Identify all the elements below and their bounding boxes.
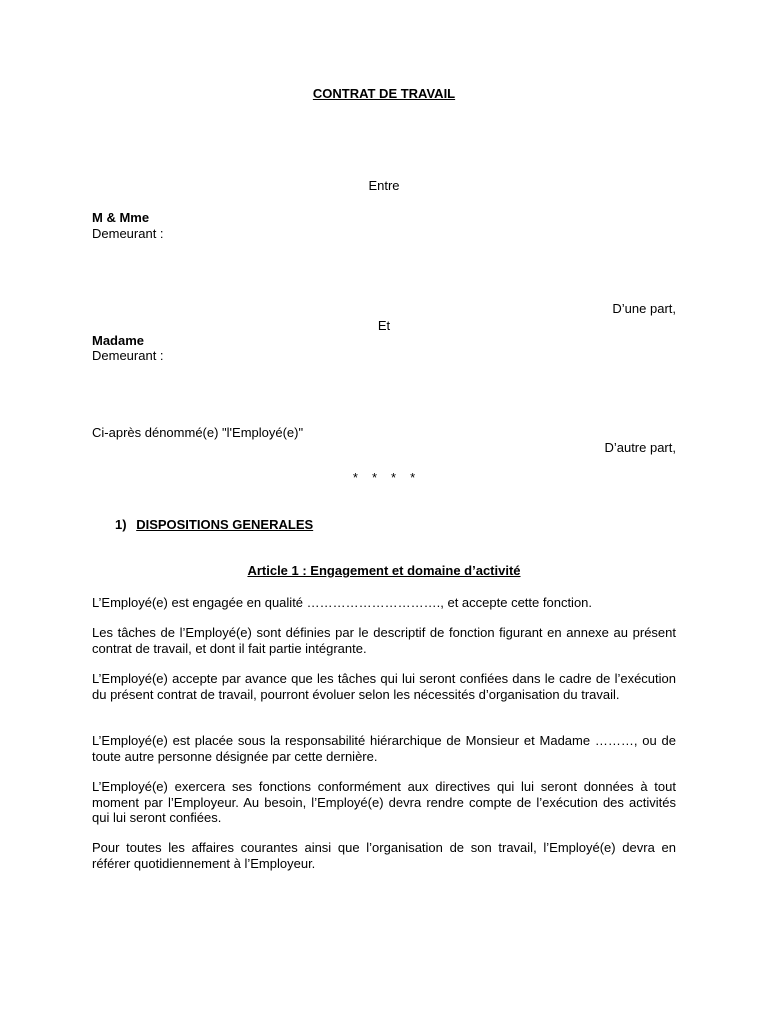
separator-star: *	[391, 470, 397, 485]
article1-paragraph: L’Employé(e) accepte par avance que les tâches qui lui seront confiées dans le cadre de l’exécution du présent contrat de travail, pourront évoluer selon les nécessités d’organisation du travail.	[92, 671, 676, 702]
section-title: DISPOSITIONS GENERALES	[136, 517, 314, 532]
party1-name: M & Mme	[92, 210, 150, 225]
document-title: CONTRAT DE TRAVAIL	[312, 86, 456, 101]
separator-star: *	[410, 470, 416, 485]
party1-address-label: Demeurant :	[92, 226, 164, 241]
party2-address-label: Demeurant :	[92, 348, 164, 363]
separator-stars	[92, 470, 676, 485]
dautre-part-label: D’autre part,	[604, 440, 676, 455]
article1-title: Article 1 : Engagement et domaine d’activité	[247, 563, 521, 578]
separator-star: *	[352, 470, 358, 485]
section-number: 1)	[115, 517, 127, 532]
entre-label: Entre	[368, 178, 400, 193]
article1-paragraph: L’Employé(e) est engagée en qualité …………………………., et accepte cette fonction.	[92, 595, 593, 610]
article1-paragraph: L’Employé(e) est placée sous la responsabilité hiérarchique de Monsieur et Madame ………, ou de toute autre personne désignée par cette dernière.	[92, 733, 676, 764]
party2-name: Madame	[92, 333, 145, 348]
separator-star: *	[371, 470, 377, 485]
section-heading	[115, 517, 313, 532]
dune-part-label: D’une part,	[612, 301, 676, 316]
article1-paragraph: Pour toutes les affaires courantes ainsi que l’organisation de son travail, l’Employé(e) devra en référer quotidiennement à l’Employeur.	[92, 840, 676, 871]
employee-denomination: Ci-après dénommé(e) "l'Employé(e)"	[92, 425, 304, 440]
article1-paragraph: Les tâches de l’Employé(e) sont définies par le descriptif de fonction figurant en annexe au présent contrat de travail, et dont il fait partie intégrante.	[92, 625, 676, 656]
article1-paragraph: L’Employé(e) exercera ses fonctions conformément aux directives qui lui seront données à tout moment par l’Employeur. Au besoin, l’Employé(e) devra rendre compte de l’exécution des activités qui lui seront confiées.	[92, 779, 676, 825]
et-label: Et	[377, 318, 391, 333]
